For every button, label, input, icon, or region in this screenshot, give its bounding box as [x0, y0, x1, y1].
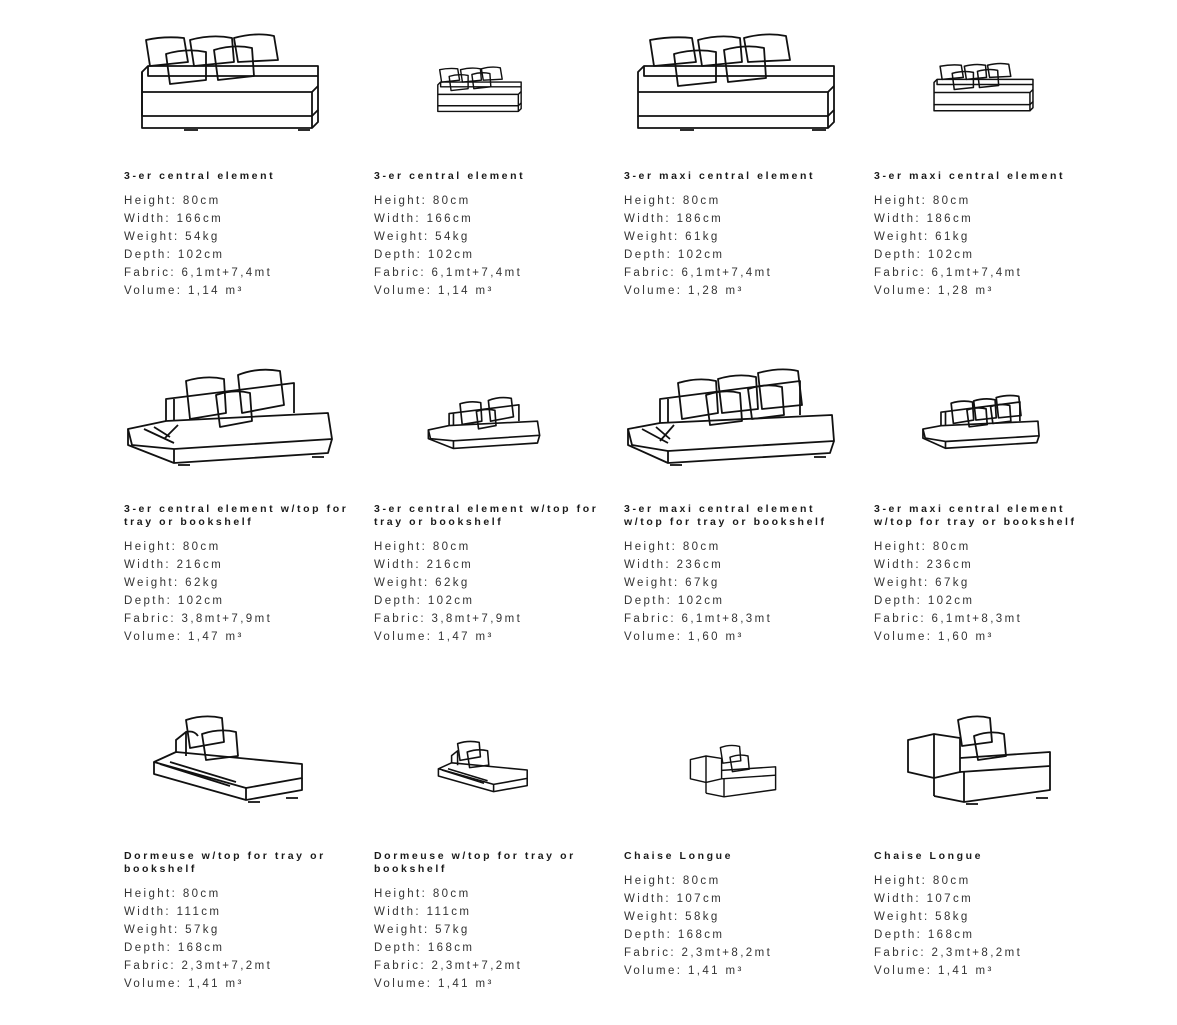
spec-fabric: Fabric: 6,1mt+7,4mt [624, 267, 773, 279]
spec-width: Width: 111cm [124, 906, 222, 918]
product-specs [874, 538, 1104, 646]
sofa-tray-icon [374, 363, 604, 503]
spec-width: Width: 166cm [374, 213, 474, 225]
product-card [374, 363, 604, 646]
product-title: 3-er maxi central element [874, 170, 1066, 182]
spec-fabric: Fabric: 2,3mt+8,2mt [624, 947, 773, 959]
product-title: Dormeuse w/top for tray or bookshelf [124, 850, 326, 875]
spec-depth: Depth: 102cm [374, 249, 475, 261]
product-card [624, 710, 854, 980]
spec-height: Height: 80cm [374, 195, 471, 207]
spec-weight: Weight: 58kg [624, 911, 720, 923]
spec-width: Width: 107cm [624, 893, 724, 905]
spec-fabric: Fabric: 2,3mt+8,2mt [874, 947, 1023, 959]
product-card [624, 30, 854, 300]
product-title: Chaise Longue [624, 850, 734, 862]
dormeuse-icon [374, 710, 604, 850]
spec-volume: Volume: 1,41 m³ [124, 978, 244, 990]
product-specs [624, 192, 854, 300]
product-specs [624, 538, 854, 646]
spec-width: Width: 236cm [874, 559, 974, 571]
spec-width: Width: 186cm [874, 213, 974, 225]
spec-fabric: Fabric: 2,3mt+7,2mt [374, 960, 523, 972]
spec-volume: Volume: 1,60 m³ [874, 631, 994, 643]
spec-height: Height: 80cm [124, 541, 221, 553]
spec-height: Height: 80cm [624, 195, 721, 207]
spec-weight: Weight: 61kg [874, 231, 970, 243]
spec-volume: Volume: 1,14 m³ [374, 285, 494, 297]
spec-fabric: Fabric: 6,1mt+8,3mt [624, 613, 773, 625]
spec-weight: Weight: 61kg [624, 231, 720, 243]
spec-height: Height: 80cm [374, 888, 471, 900]
product-title: 3-er central element [374, 170, 526, 182]
spec-depth: Depth: 168cm [124, 942, 225, 954]
spec-depth: Depth: 102cm [124, 595, 225, 607]
spec-width: Width: 236cm [624, 559, 724, 571]
spec-height: Height: 80cm [374, 541, 471, 553]
product-title: Chaise Longue [874, 850, 984, 862]
spec-volume: Volume: 1,41 m³ [374, 978, 494, 990]
product-title: 3-er maxi central element w/top for tray or bookshelf [624, 503, 827, 528]
product-card [874, 710, 1104, 980]
product-specs [874, 192, 1104, 300]
spec-width: Width: 186cm [624, 213, 724, 225]
spec-weight: Weight: 57kg [374, 924, 470, 936]
spec-fabric: Fabric: 6,1mt+7,4mt [124, 267, 273, 279]
product-card [124, 30, 354, 300]
spec-fabric: Fabric: 6,1mt+7,4mt [874, 267, 1023, 279]
spec-weight: Weight: 62kg [374, 577, 470, 589]
spec-fabric: Fabric: 3,8mt+7,9mt [374, 613, 523, 625]
product-specs [624, 872, 854, 980]
product-specs [124, 885, 354, 993]
spec-weight: Weight: 62kg [124, 577, 220, 589]
sofa-3-seat-maxi-icon [874, 30, 1104, 170]
spec-weight: Weight: 54kg [124, 231, 220, 243]
product-card [874, 363, 1104, 646]
spec-weight: Weight: 67kg [624, 577, 720, 589]
product-title: 3-er central element w/top for tray or bookshelf [374, 503, 599, 528]
product-specs [874, 872, 1104, 980]
spec-volume: Volume: 1,28 m³ [624, 285, 744, 297]
spec-depth: Depth: 102cm [874, 249, 975, 261]
spec-height: Height: 80cm [124, 195, 221, 207]
spec-depth: Depth: 102cm [374, 595, 475, 607]
spec-height: Height: 80cm [874, 541, 971, 553]
sofa-3-seat-icon [124, 30, 354, 170]
product-card [124, 710, 354, 993]
spec-height: Height: 80cm [624, 875, 721, 887]
spec-volume: Volume: 1,47 m³ [124, 631, 244, 643]
spec-depth: Depth: 102cm [624, 249, 725, 261]
spec-depth: Depth: 102cm [124, 249, 225, 261]
product-card [374, 710, 604, 993]
product-card [124, 363, 354, 646]
product-card [874, 30, 1104, 300]
spec-width: Width: 111cm [374, 906, 472, 918]
spec-volume: Volume: 1,41 m³ [874, 965, 994, 977]
spec-fabric: Fabric: 6,1mt+7,4mt [374, 267, 523, 279]
spec-width: Width: 216cm [124, 559, 224, 571]
spec-height: Height: 80cm [624, 541, 721, 553]
product-card [374, 30, 604, 300]
product-title: 3-er central element w/top for tray or bookshelf [124, 503, 349, 528]
spec-depth: Depth: 168cm [374, 942, 475, 954]
spec-weight: Weight: 67kg [874, 577, 970, 589]
sofa-maxi-tray-icon [624, 363, 854, 503]
spec-fabric: Fabric: 3,8mt+7,9mt [124, 613, 273, 625]
spec-width: Width: 166cm [124, 213, 224, 225]
spec-weight: Weight: 58kg [874, 911, 970, 923]
spec-fabric: Fabric: 2,3mt+7,2mt [124, 960, 273, 972]
spec-weight: Weight: 57kg [124, 924, 220, 936]
dormeuse-icon [124, 710, 354, 850]
product-specs [374, 192, 604, 300]
spec-height: Height: 80cm [124, 888, 221, 900]
spec-fabric: Fabric: 6,1mt+8,3mt [874, 613, 1023, 625]
product-title: 3-er maxi central element w/top for tray or bookshelf [874, 503, 1077, 528]
chaise-longue-icon [624, 710, 854, 850]
product-specs [374, 538, 604, 646]
sofa-maxi-tray-icon [874, 363, 1104, 503]
spec-depth: Depth: 102cm [624, 595, 725, 607]
chaise-longue-icon [874, 710, 1104, 850]
sofa-3-seat-icon [374, 30, 604, 170]
spec-volume: Volume: 1,60 m³ [624, 631, 744, 643]
spec-volume: Volume: 1,28 m³ [874, 285, 994, 297]
spec-weight: Weight: 54kg [374, 231, 470, 243]
product-card [624, 363, 854, 646]
product-title: Dormeuse w/top for tray or bookshelf [374, 850, 576, 875]
spec-depth: Depth: 168cm [624, 929, 725, 941]
spec-height: Height: 80cm [874, 875, 971, 887]
spec-depth: Depth: 102cm [874, 595, 975, 607]
spec-volume: Volume: 1,41 m³ [624, 965, 744, 977]
product-title: 3-er central element [124, 170, 276, 182]
product-specs [124, 192, 354, 300]
sofa-3-seat-maxi-icon [624, 30, 854, 170]
spec-height: Height: 80cm [874, 195, 971, 207]
spec-volume: Volume: 1,14 m³ [124, 285, 244, 297]
spec-width: Width: 107cm [874, 893, 974, 905]
sofa-tray-icon [124, 363, 354, 503]
product-specs [374, 885, 604, 993]
product-title: 3-er maxi central element [624, 170, 816, 182]
spec-volume: Volume: 1,47 m³ [374, 631, 494, 643]
spec-depth: Depth: 168cm [874, 929, 975, 941]
spec-width: Width: 216cm [374, 559, 474, 571]
product-specs [124, 538, 354, 646]
